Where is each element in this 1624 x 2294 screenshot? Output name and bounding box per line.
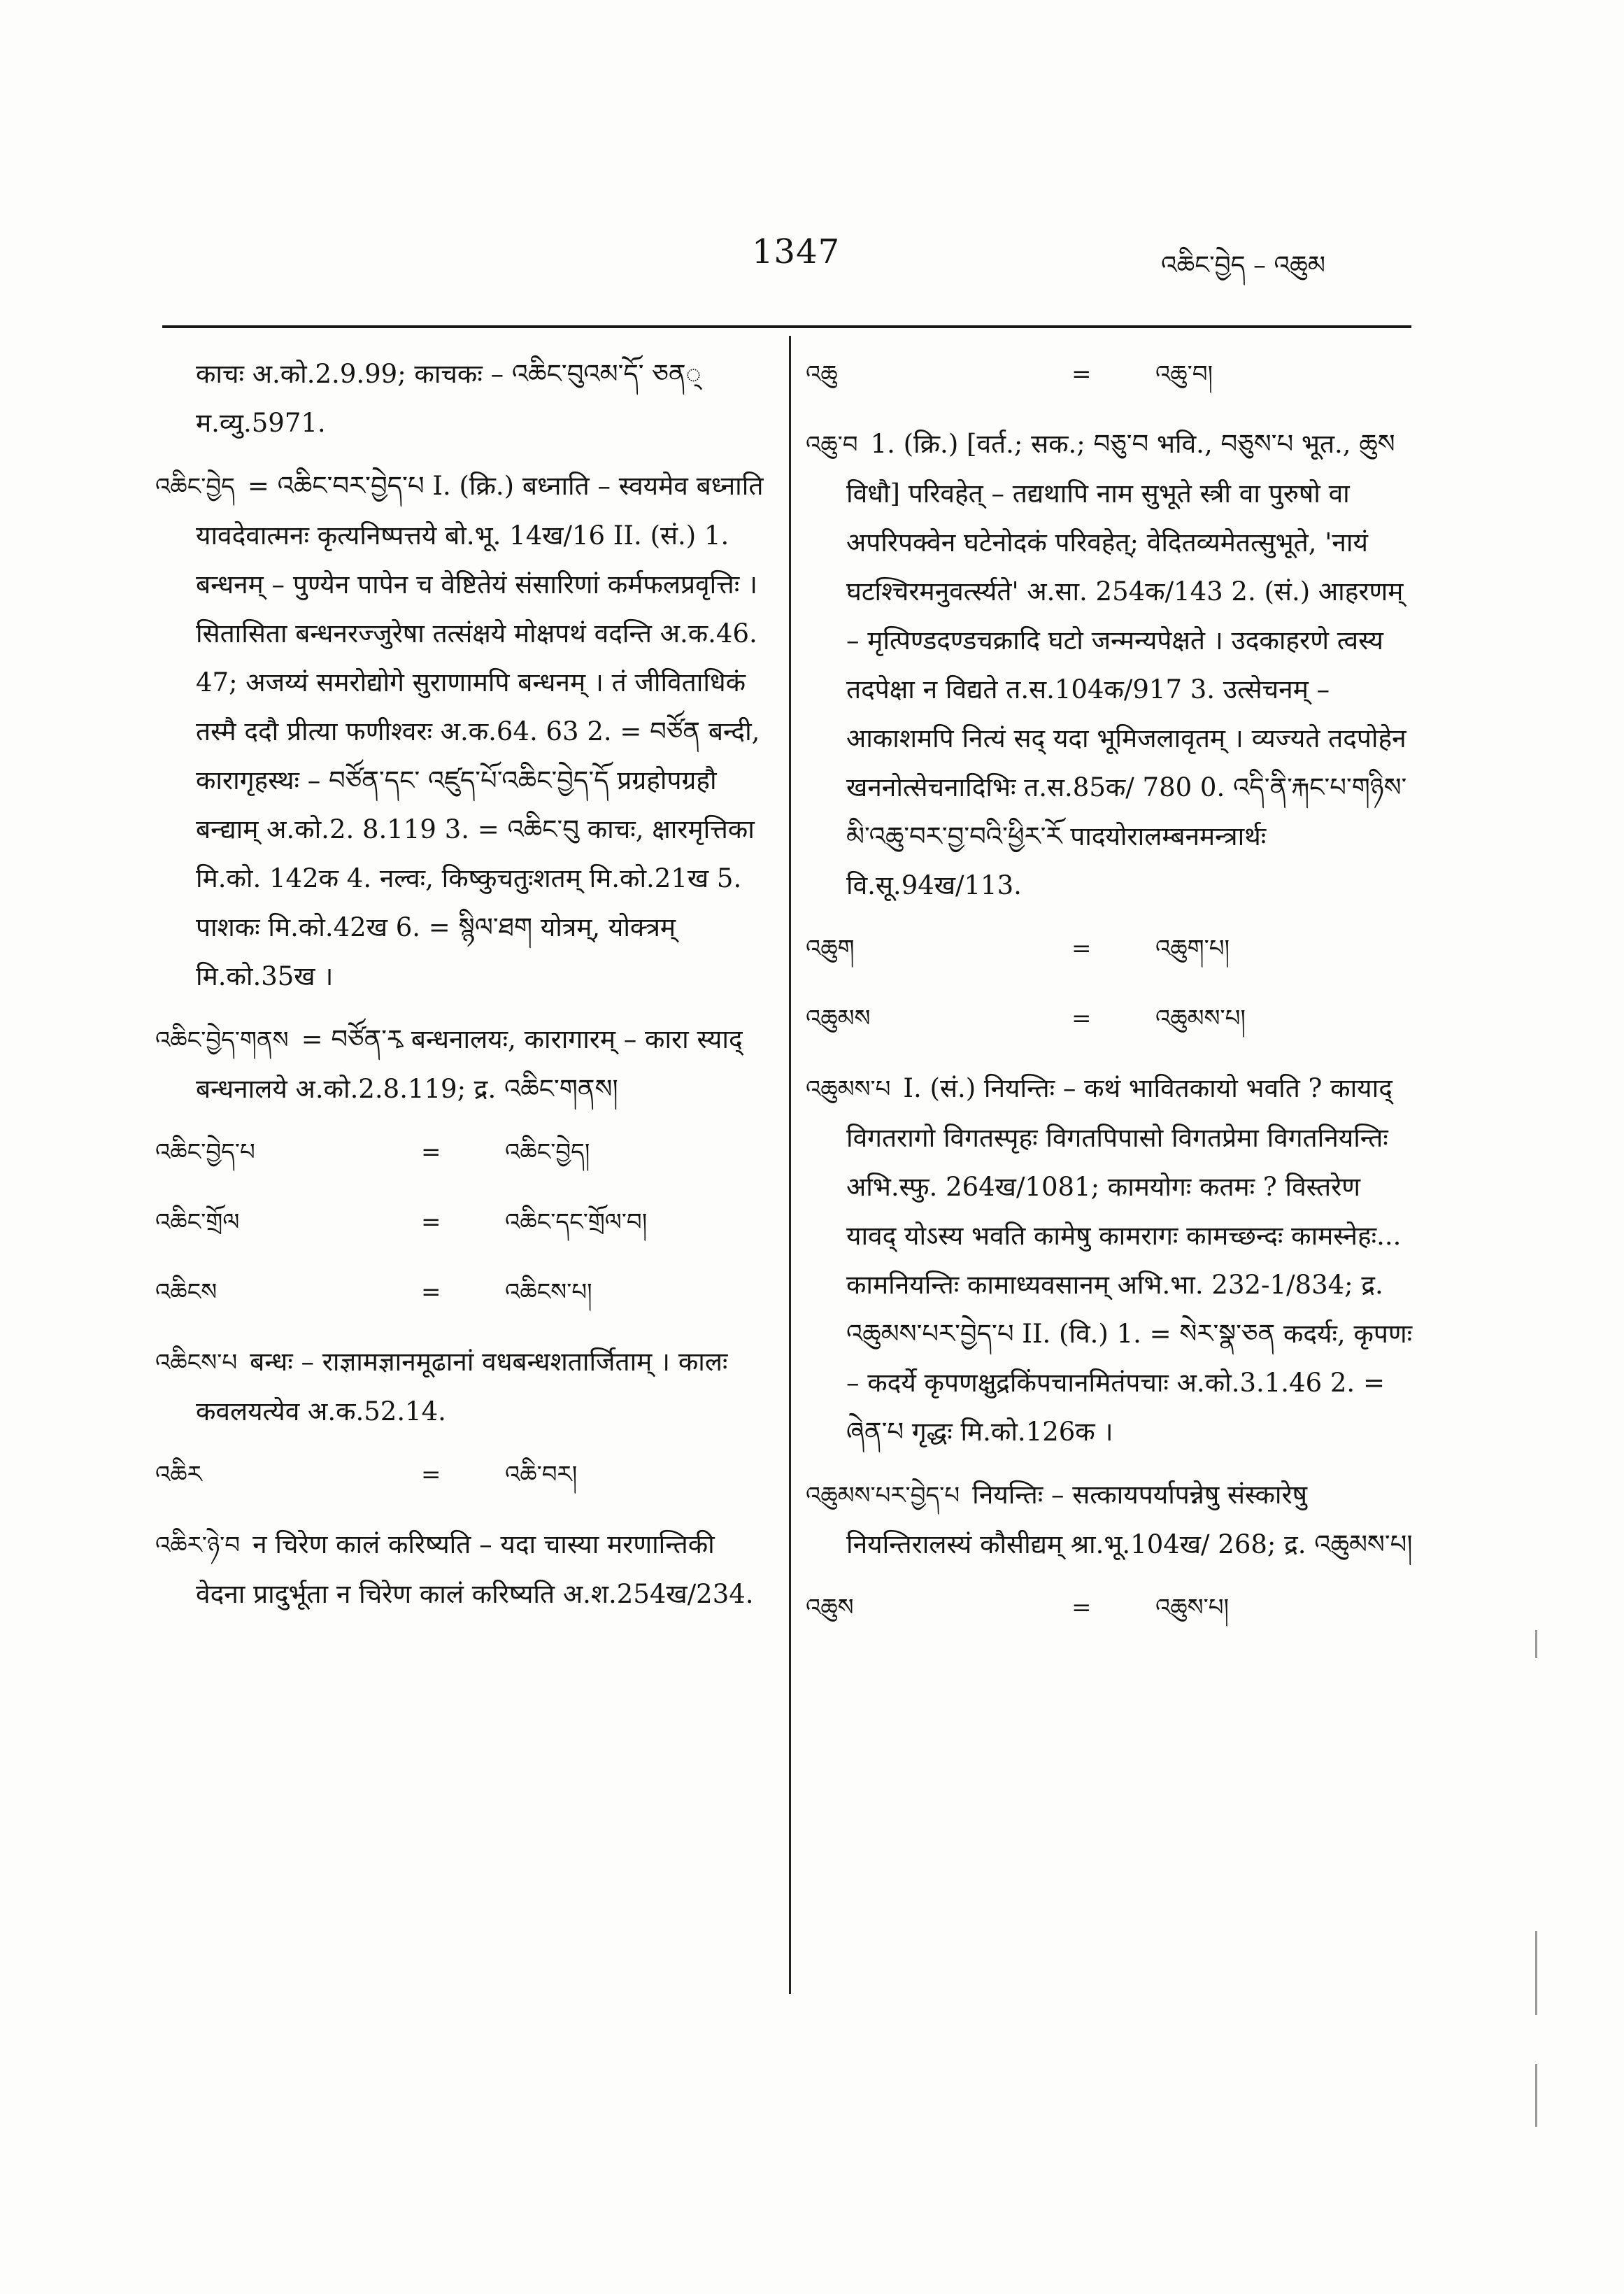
cross-reference-entry: [155, 1268, 771, 1317]
headword: འཆུས: [806, 1594, 854, 1622]
entry-definition: I. (सं.) नियन्तिः – कथं भावितकायो भवति ? कायाद् विगतरागो विगतस्पृहः विगतपिपासो विगतप्रेमा विगतनियन्तिः अभि.स्फु. 264ख/1081; कामयोगः कतमः ? विस्तरेण यावद् योऽस्य भवति कामेषु कामरागः कामच्छन्दः कामस्नेहः... कामनियन्तिः कामाध्यवसानम् अभि.भा. 232-1/834; द्र. འཆུམས་པར་བྱེད་པ II. (वि.) 1. = སེར་སྣ་ཅན कदर्यः, कृपणः – कदर्ये कृपणक्षुद्रकिंपचानमितंपचाः अ.को.3.1.46 2. = ཞེན་པ गृद्धः मि.को.126क ।: [846, 1073, 1413, 1447]
dictionary-entry: [806, 1064, 1413, 1457]
headword: འཆུམས་པར་བྱེད་པ: [806, 1482, 960, 1510]
headword: འཆུམས: [806, 1005, 871, 1033]
dictionary-entry: [155, 1338, 771, 1436]
cross-reference-target: འཆུམས་པ།: [1155, 1005, 1246, 1033]
dictionary-entry: [155, 1015, 771, 1114]
cross-reference-target: འཆུ་བ།: [1155, 360, 1213, 388]
equals-sign: =: [421, 1138, 441, 1166]
left-column: [155, 350, 771, 1633]
headword: འཆིང་བྱེད: [155, 473, 235, 501]
headword: འཆིར: [155, 1461, 202, 1489]
headword: འཆིང་གྲོལ: [155, 1208, 240, 1236]
entry-definition: = འཆིང་བར་བྱེད་པ I. (क्रि.) बध्नाति – स्वयमेव बध्नाति यावदेवात्मनः कृत्यनिष्पत्तये बो.भू. 14ख/16 II. (सं.) 1. बन्धनम् – पुण्येन पापेन च वेष्टितेयं संसारिणां कर्मफलप्रवृत्तिः । सितासिता बन्धनरज्जुरेषा तत्संक्षये मोक्षपथं वदन्ति अ.क.46. 47; अजय्यं समरोद्योगे सुराणामपि बन्धनम् । तं जीविताधिकं तस्मै ददौ प्रीत्या फणीश्वरः अ.क.64. 63 2. = བཙོན बन्दी, कारागृहस्थः – བཙོན་དང་ འཛུད་པོ་འཆིང་བྱེད་དོ प्रग्रहोपग्रहौ बन्द्याम् अ.को.2. 8.119 3. = འཆིང་བུ काचः, क्षारमृत्तिका मि.को. 142क 4. नल्वः, किष्कुचतुःशतम् मि.को.21ख 5. पाशकः मि.को.42ख 6. = སྙིལ་ཐག योत्रम्, योक्त्रम् मि.को.35ख ।: [196, 471, 764, 991]
dictionary-entry: [806, 1471, 1413, 1569]
cross-reference-target: འཆིང་དང་གྲོལ་བ།: [505, 1208, 648, 1236]
dictionary-entry: [155, 1520, 771, 1619]
entry-definition: 1. (क्रि.) [वर्त.; सक.; བཅུ་བ भवि., བཅུས་པ भूत., ཆུས विधौ] परिवहेत् – तद्यथापि नाम सुभूते स्त्री वा पुरुषो वा अपरिपक्वेन घटेनोदकं परिवहेत्; वेदितव्यमेतत्सुभूते, 'नायं घटश्चिरमनुवर्त्स्यते' अ.सा. 254क/143 2. (सं.) आहरणम् – मृत्पिण्डदण्डचक्रादि घटो जन्मन्यपेक्षते । उदकाहरणे त्वस्य तदपेक्षा न विद्यते त.स.104क/917 3. उत्सेचनम् – आकाशमपि नित्यं सद् यदा भूमिजलावृतम् । व्यज्यते तदपोहेन खननोत्सेचनादिभिः त.स.85क/ 780 0. འདི་ནི་རྐང་པ་གཉིས་མི་འཆུ་བར་བྱ་བའི་ཕྱིར་རོ पादयोरालम्बनमन्त्रार्थः वि.सू.94ख/113.: [846, 429, 1407, 900]
equals-sign: =: [421, 1208, 441, 1236]
cross-reference-target: འཆི་བར།: [505, 1461, 578, 1489]
equals-sign: =: [1071, 1594, 1092, 1622]
entry-definition: बन्धः – राज्ञामज्ञानमूढानां वधबन्धशतार्जिताम् । कालः कवलयत्येव अ.क.52.14.: [196, 1347, 728, 1426]
cross-reference-target: འཆིང་བྱེད།: [505, 1138, 590, 1166]
cross-reference-entry: [806, 1583, 1413, 1632]
entry-definition: काचः अ.को.2.9.99; काचकः – འཆིང་བུའམ་དོ་ ཅན् म.व्यु.5971.: [196, 359, 701, 438]
headword: འཆུ: [806, 360, 838, 388]
headword: འཆུམས་པ: [806, 1075, 891, 1103]
entry-definition: न चिरेण कालं करिष्यति – यदा चास्या मरणान्तिकी वेदना प्रादुर्भूता न चिरेण कालं करिष्यति अ.श.254ख/234.: [196, 1529, 754, 1609]
page-header: [0, 232, 1624, 281]
cross-reference-entry: [155, 1128, 771, 1177]
headword: འཆིང་བྱེད་གནས: [155, 1026, 289, 1054]
header-rule: [162, 325, 1411, 328]
headword: འཆིངས་པ: [155, 1349, 238, 1377]
headword: འཆིང་བྱེད་པ: [155, 1138, 255, 1166]
equals-sign: =: [1071, 1005, 1092, 1033]
continued-entry: [155, 350, 771, 448]
dictionary-entry: [155, 462, 771, 1001]
margin-mark: [1535, 1931, 1537, 2015]
page-number: 1347: [752, 232, 841, 271]
right-column: [806, 350, 1413, 1653]
cross-reference-target: འཆིངས་པ།: [505, 1278, 592, 1306]
cross-reference-entry: [155, 1198, 771, 1247]
running-head: འཆིང་བྱེད – འཆུམ: [1161, 251, 1326, 280]
entry-definition: = བཙོན་རྭ बन्धनालयः, कारागारम् – कारा स्याद् बन्धनालये अ.को.2.8.119; द्र. འཆིང་གནས།: [196, 1024, 743, 1104]
column-divider: [789, 336, 791, 1994]
margin-mark: [1535, 2064, 1537, 2127]
cross-reference-entry: [806, 994, 1413, 1043]
equals-sign: =: [421, 1278, 441, 1306]
cross-reference-entry: [806, 924, 1413, 973]
cross-reference-target: འཆུག་པ།: [1155, 935, 1230, 963]
headword: འཆུ་བ: [806, 431, 858, 459]
headword: འཆིར་ཉེ་བ: [155, 1531, 241, 1559]
equals-sign: =: [421, 1461, 441, 1489]
cross-reference-entry: [155, 1450, 771, 1499]
headword: འཆུག: [806, 935, 855, 963]
margin-mark: [1535, 1630, 1537, 1658]
entry-definition: नियन्तिः – सत्कायपर्यापन्नेषु संस्कारेषु नियन्तिरालस्यं कौसीद्यम् श्रा.भू.104ख/ 268; द्र. འཆུམས་པ།: [846, 1480, 1413, 1559]
headword: འཆིངས: [155, 1278, 218, 1306]
dictionary-entry: [806, 420, 1413, 910]
cross-reference-entry: [806, 350, 1413, 399]
equals-sign: =: [1071, 935, 1092, 963]
cross-reference-target: འཆུས་པ།: [1155, 1594, 1230, 1622]
equals-sign: =: [1071, 360, 1092, 388]
